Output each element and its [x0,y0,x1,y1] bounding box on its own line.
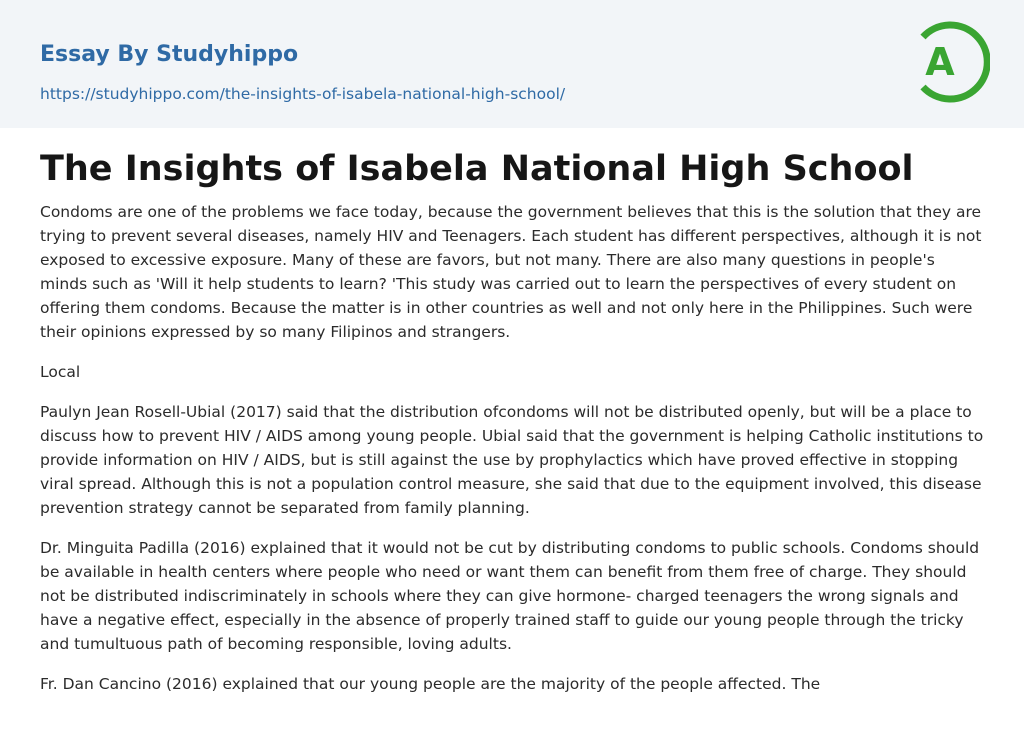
site-brand[interactable]: Essay By Studyhippo [40,42,299,67]
article-paragraph: Paulyn Jean Rosell-Ubial (2017) said that the distribution ofcondoms will not be distributed openly, but will be a place to discuss how to prevent HIV / AIDS among young people. Ubial said that the government is helping Catholic institutions to provide information on HIV / AIDS, but is still against the use by prophylactics which have proved effective in stopping viral spread. Although this is not a population control measure, she said that due to the equipment involved, this disease prevention strategy cannot be separated from family planning. [40,403,984,517]
site-header [0,0,1024,128]
article-paragraph: Fr. Dan Cancino (2016) explained that our young people are the majority of the people affected. The [40,675,821,693]
article-title: The Insights of Isabela National High School [40,149,914,189]
studyhippo-logo[interactable] [910,18,990,106]
article [40,138,985,712]
article-paragraph: Local [40,363,81,381]
logo-ring-icon [910,18,990,106]
logo-letter: A [925,40,955,84]
article-paragraph: Dr. Minguita Padilla (2016) explained that it would not be cut by distributing condoms to public schools. Condoms should be available in health centers where people who need or want them can benefit from them free of charge. They should not be distributed indiscriminately in schools where they can give hormone- charged teenagers the wrong signals and have a negative effect, especially in the absence of properly trained staff to guide our young people through the tricky and tumultuous path of becoming responsible, loving adults. [40,539,980,653]
page-url-link[interactable]: https://studyhippo.com/the-insights-of-isabela-national-high-school/ [40,85,566,103]
article-paragraph: Condoms are one of the problems we face today, because the government believes that this is the solution that they are trying to prevent several diseases, namely HIV and Teenagers. Each student has different perspectives, although it is not exposed to excessive exposure. Many of these are favors, but not many. There are also many questions in people's minds such as 'Will it help students to learn? 'This study was carried out to learn the perspectives of every student on offering them condoms. Because the matter is in other countries as well and not only here in the Philippines. Such were their opinions expressed by so many Filipinos and strangers. [40,203,982,341]
